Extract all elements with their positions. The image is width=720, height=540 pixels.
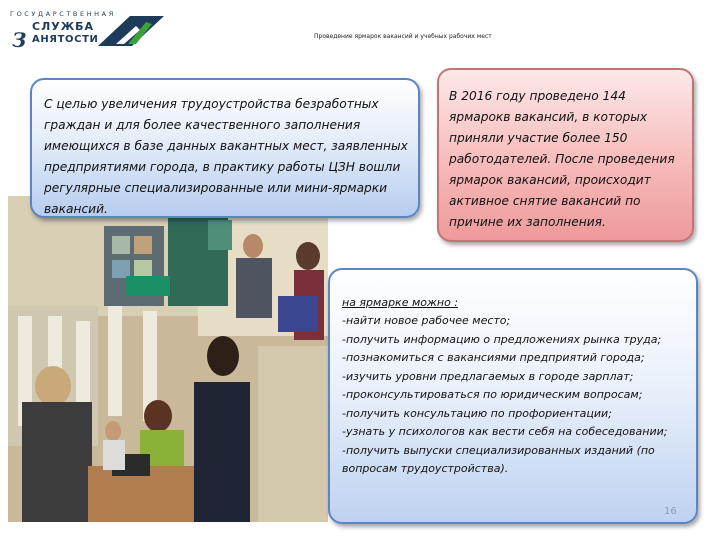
callout-intro-text: С целью увеличения трудоустройства безработных граждан и для более качественного заполнения имеющихся в базе данных вакантных мест, заявленных предприятиями города, в практику работы ЦЗН вошли регулярные специализированные или мини-ярмарки вакансий. xyxy=(44,97,408,216)
list-item: -получить информацию о предложениях рынка труда; xyxy=(342,332,662,346)
logo-line1: ГОСУДАРСТВЕННАЯ xyxy=(10,10,116,18)
callout-stats xyxy=(437,68,694,242)
callout-intro xyxy=(30,78,420,218)
job-fair-photo xyxy=(8,196,328,522)
logo-line3: АНЯТОСТИ xyxy=(32,34,99,45)
list-item: -получить консультацию по профориентации; xyxy=(342,406,612,420)
page-title: Проведение ярмарок вакансий и учебных рабочих мест xyxy=(314,33,492,40)
callout-stats-text: В 2016 году проведено 144 ярмарокв вакансий, в которых приняли участие более 150 работодателей. После проведения ярмарок вакансий, происходит активное снятие вакансий по причине их заполнения. xyxy=(449,89,675,229)
list-item: -проконсультироваться по юридическим вопросам; xyxy=(342,388,643,401)
list-item: -получить выпуски специализированных изданий (по вопросам трудоустройства). xyxy=(342,443,655,475)
logo-mark-icon xyxy=(94,14,164,46)
logo-line2: СЛУЖБА xyxy=(32,20,95,33)
page-number: 16 xyxy=(664,506,677,517)
list-item: -найти новое рабочее место; xyxy=(342,314,511,327)
list-item: -познакомиться с вакансиями предприятий города; xyxy=(342,351,645,364)
list-item: -изучить уровни предлагаемых в городе зарплат; xyxy=(342,369,634,383)
logo-initial: З xyxy=(12,28,27,52)
agency-logo xyxy=(10,10,156,52)
callout-fair-benefits xyxy=(328,268,698,524)
list-item: -узнать у психологов как вести себя на собеседовании; xyxy=(342,425,668,438)
benefits-heading: на ярмарке можно : xyxy=(342,296,459,309)
